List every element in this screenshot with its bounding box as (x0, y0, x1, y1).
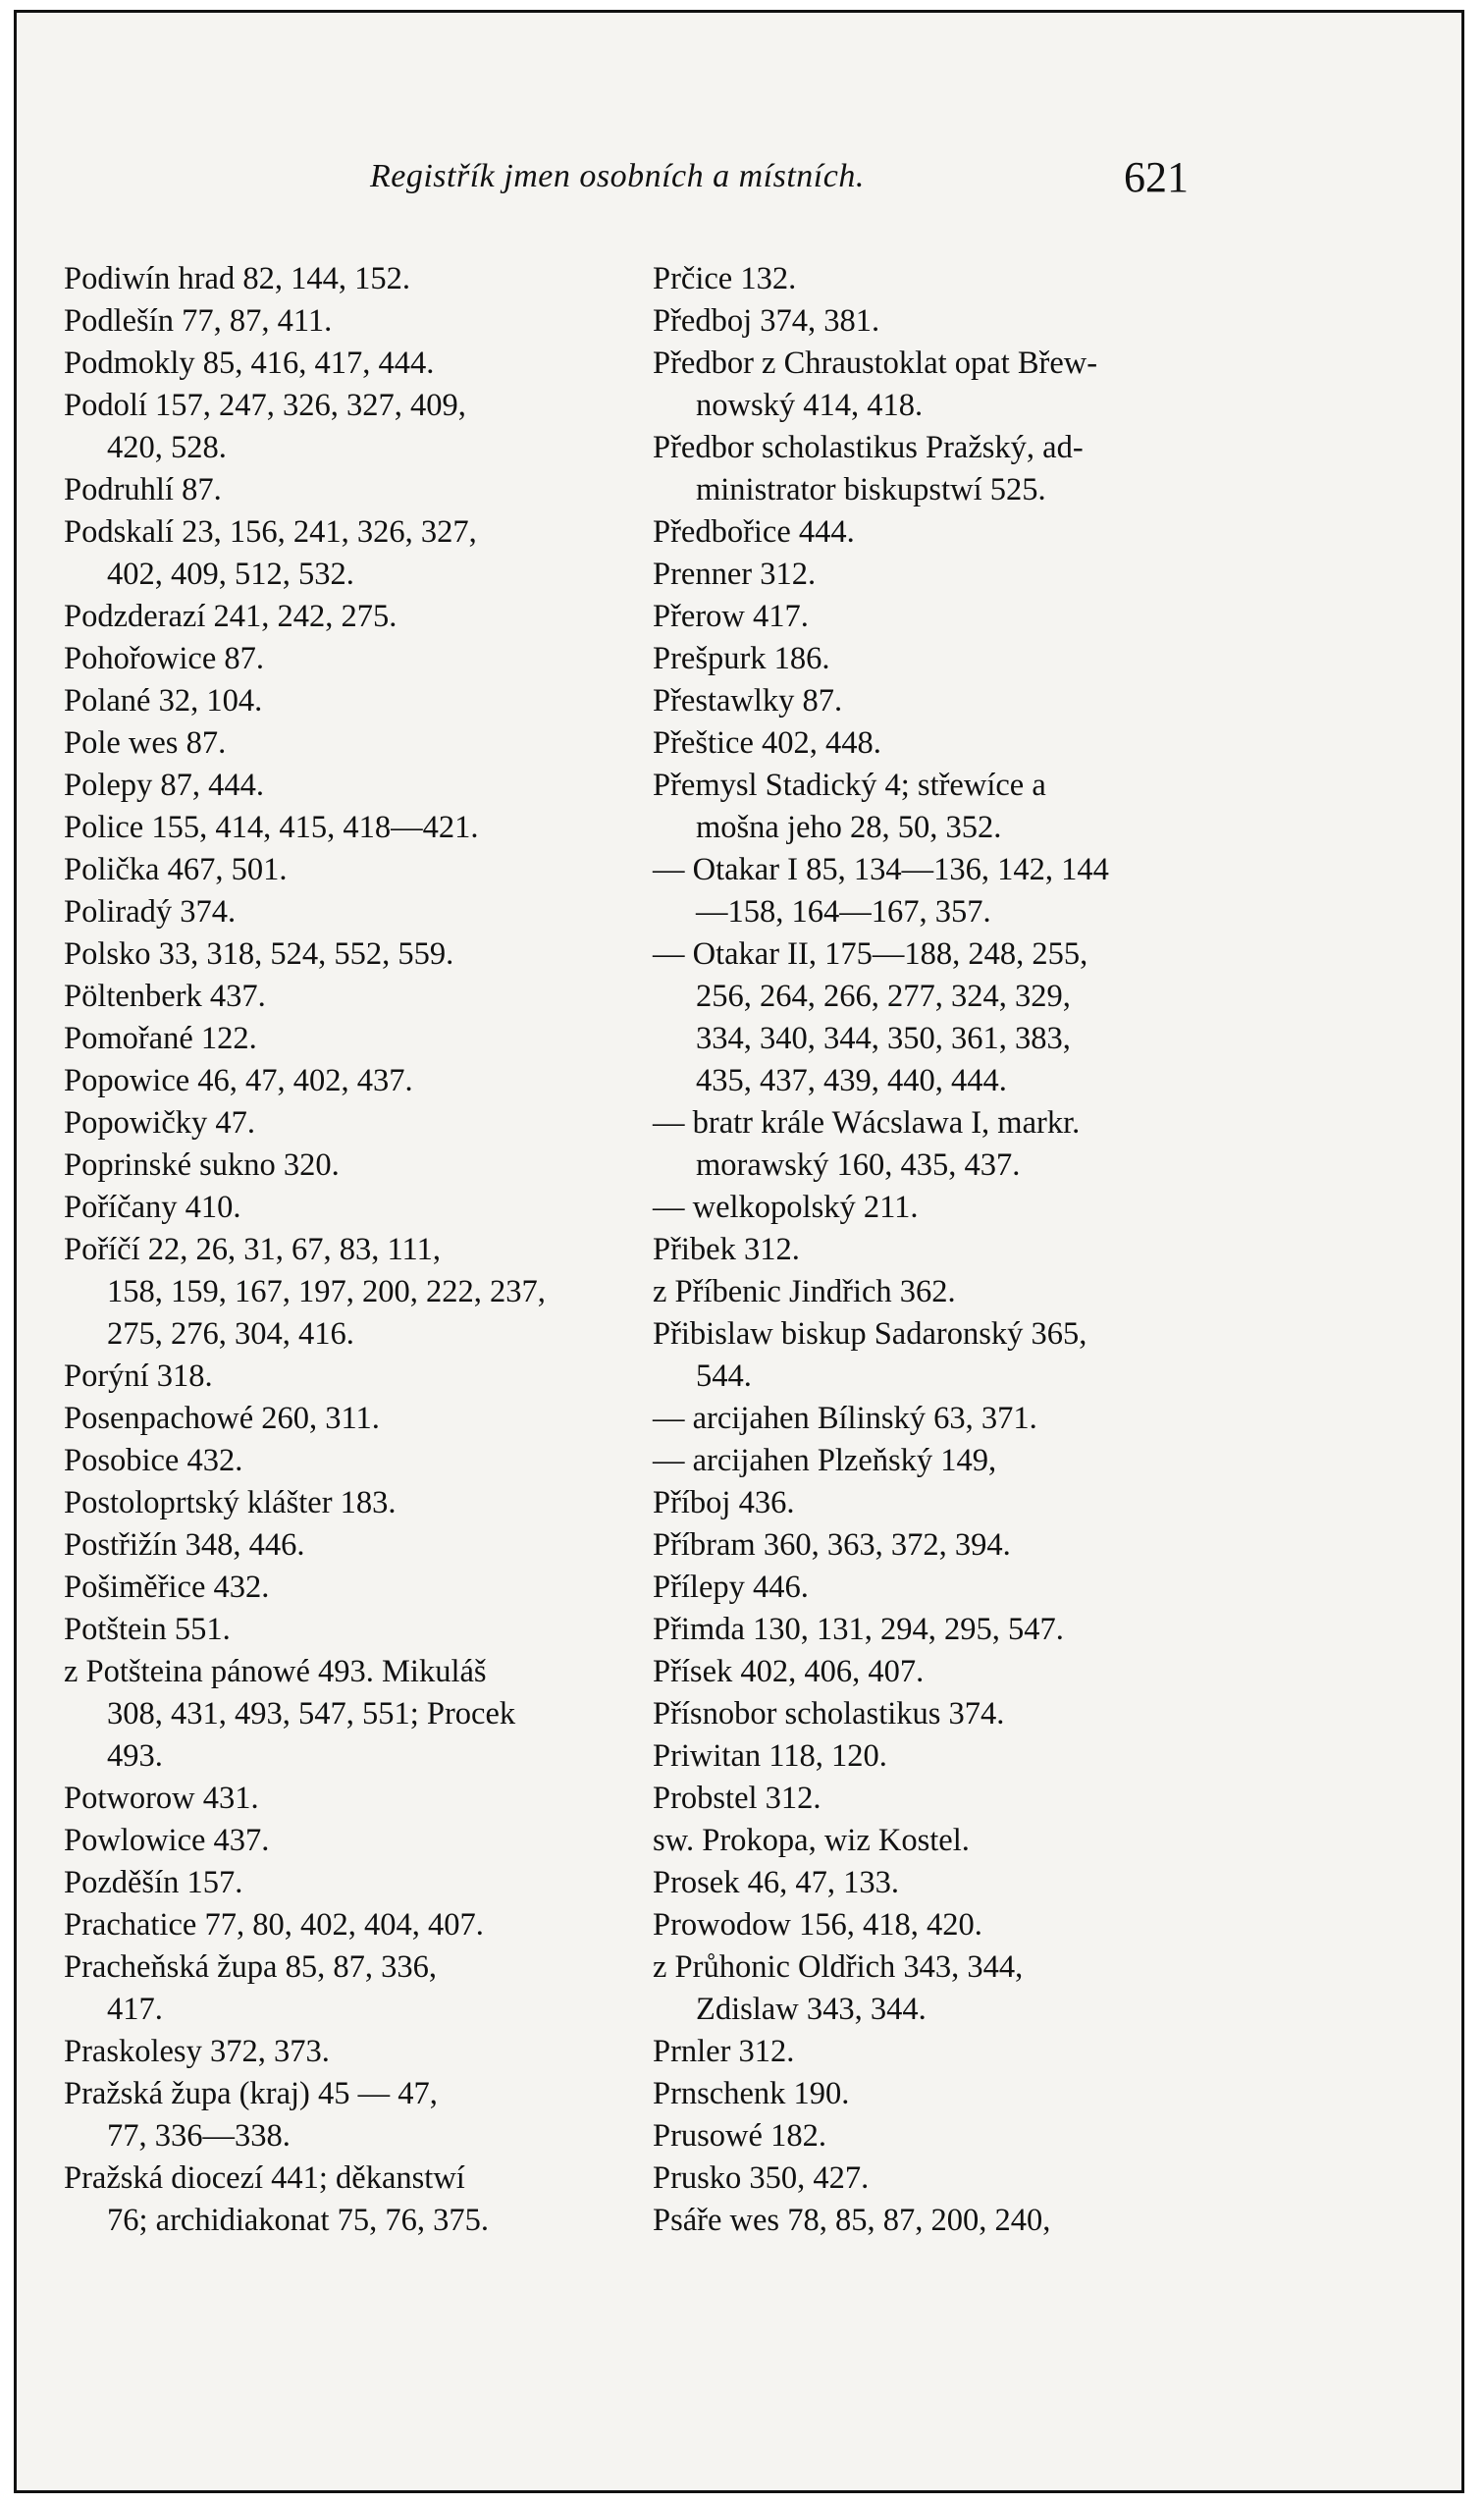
index-entry (653, 1820, 1222, 1862)
index-entry-line: z Příbenic Jindřich 362. (653, 1274, 956, 1309)
index-entry (653, 1313, 1222, 1398)
index-entry (64, 891, 653, 933)
index-entry-line: — welkopolský 211. (653, 1190, 919, 1225)
index-entry (653, 849, 1222, 933)
index-entry (64, 1018, 653, 1060)
index-entry (653, 1229, 1222, 1271)
index-entry (653, 1440, 1222, 1482)
index-entry-line: Polepy 87, 444. (64, 768, 265, 803)
index-entry-line: Pomořané 122. (64, 1021, 257, 1056)
index-entry-line: Prusowé 182. (653, 2118, 826, 2154)
index-entry-line: Posenpachowé 260, 311. (64, 1401, 380, 1436)
index-entry (64, 1651, 653, 1778)
index-entry-line: Podruhlí 87. (64, 472, 222, 507)
index-entry (653, 1904, 1222, 1946)
index-entry (653, 1735, 1222, 1778)
index-entry (653, 2158, 1222, 2200)
index-entry-line: Pole wes 87. (64, 725, 227, 761)
index-entry-line: Polsko 33, 318, 524, 552, 559. (64, 936, 454, 972)
index-entry-line: — Otakar I 85, 134—136, 142, 144 (653, 852, 1109, 887)
index-entry-line: mošna jeho 28, 50, 352. (696, 810, 1002, 845)
index-entry-line: nowský 414, 418. (696, 388, 924, 423)
index-entry-line: 544. (696, 1359, 752, 1394)
index-entry (64, 1524, 653, 1567)
index-entry-line: 417. (107, 1992, 163, 2027)
index-entry (64, 680, 653, 722)
index-entry-line: morawský 160, 435, 437. (696, 1147, 1021, 1183)
index-entry-line: Police 155, 414, 415, 418—421. (64, 810, 479, 845)
index-entry-line: Podskalí 23, 156, 241, 326, 327, (64, 514, 477, 550)
index-entry-line: 435, 437, 439, 440, 444. (696, 1063, 1007, 1098)
index-entry-line: Přeštice 402, 448. (653, 725, 881, 761)
index-entry-line: Poříčí 22, 26, 31, 67, 83, 111, (64, 1232, 441, 1267)
index-entry (653, 2115, 1222, 2158)
index-entry-line: Prosek 46, 47, 133. (653, 1865, 899, 1900)
index-entry (64, 1060, 653, 1102)
running-head: Registřík jmen osobních a místních. (370, 158, 865, 194)
index-entry-line: Prešpurk 186. (653, 641, 830, 676)
index-entry-line: — arcijahen Plzeňský 149, (653, 1443, 997, 1478)
index-entry-line: Přerow 417. (653, 599, 809, 634)
index-entry-line: Praskolesy 372, 373. (64, 2034, 330, 2069)
index-entry (64, 807, 653, 849)
index-entry (64, 1946, 653, 2031)
right-column (653, 258, 1222, 2242)
index-entry (64, 765, 653, 807)
index-entry (653, 1862, 1222, 1904)
index-entry-line: Powlowice 437. (64, 1823, 270, 1858)
index-entry-line: Podlešín 77, 87, 411. (64, 303, 333, 339)
index-entry (64, 596, 653, 638)
index-entry-line: Prenner 312. (653, 557, 817, 592)
index-entry-line: sw. Prokopa, wiz Kostel. (653, 1823, 970, 1858)
index-entry (653, 300, 1222, 343)
index-entry (653, 638, 1222, 680)
index-entry (64, 343, 653, 385)
index-entry (653, 554, 1222, 596)
index-entry (64, 1609, 653, 1651)
index-entry-line: 158, 159, 167, 197, 200, 222, 237, (107, 1274, 546, 1309)
index-page (14, 10, 1464, 2493)
index-entry (653, 1271, 1222, 1313)
index-entry (64, 1778, 653, 1820)
index-entry-line: Přílepy 446. (653, 1570, 809, 1605)
index-entry (64, 1482, 653, 1524)
index-entry-line: Zdislaw 343, 344. (696, 1992, 927, 2027)
index-entry (64, 1145, 653, 1187)
index-entry-line: Přibislaw biskup Sadaronský 365, (653, 1316, 1087, 1352)
index-entry-line: z Potšteina pánowé 493. Mikuláš (64, 1654, 487, 1689)
index-entry (653, 1524, 1222, 1567)
index-entry-line: Potštein 551. (64, 1612, 231, 1647)
index-entry-line: Pražská diocezí 441; děkanstwí (64, 2160, 465, 2196)
index-entry-line: 402, 409, 512, 532. (107, 557, 354, 592)
index-entry-line: Předbořice 444. (653, 514, 855, 550)
index-entry (653, 722, 1222, 765)
index-entry-line: Podolí 157, 247, 326, 327, 409, (64, 388, 466, 423)
index-entry (64, 638, 653, 680)
index-entry (653, 258, 1222, 300)
index-entry-line: Přestawlky 87. (653, 683, 843, 719)
index-entry-line: Přísek 402, 406, 407. (653, 1654, 925, 1689)
index-entry (653, 1946, 1222, 2031)
index-entry-line: Pozděšín 157. (64, 1865, 243, 1900)
index-entry-line: Prčice 132. (653, 261, 797, 296)
index-entry (653, 765, 1222, 849)
index-entry (64, 1904, 653, 1946)
index-entry (64, 1440, 653, 1482)
index-entry-line: ministrator biskupstwí 525. (696, 472, 1046, 507)
index-entry-line: Příboj 436. (653, 1485, 795, 1520)
index-entry (653, 2200, 1222, 2242)
index-entry-line: Postoloprtský klášter 183. (64, 1485, 397, 1520)
index-entry-line: 334, 340, 344, 350, 361, 383, (696, 1021, 1071, 1056)
index-entry (653, 1102, 1222, 1187)
index-entry-line: Podzderazí 241, 242, 275. (64, 599, 398, 634)
index-entry-line: 275, 276, 304, 416. (107, 1316, 354, 1352)
index-entry (64, 1862, 653, 1904)
index-entry (653, 1567, 1222, 1609)
index-entry (653, 1482, 1222, 1524)
index-entry (64, 1102, 653, 1145)
index-entry-line: Pöltenberk 437. (64, 979, 266, 1014)
index-entry-line: Poříčany 410. (64, 1190, 241, 1225)
index-entry-line: Prowodow 156, 418, 420. (653, 1907, 982, 1943)
index-entry-line: Poprinské sukno 320. (64, 1147, 340, 1183)
index-entry (64, 933, 653, 976)
index-entry (653, 427, 1222, 511)
index-entry-line: Postřižín 348, 446. (64, 1527, 305, 1563)
index-entry-line: Poliradý 374. (64, 894, 237, 930)
index-entry-line: 256, 264, 266, 277, 324, 329, (696, 979, 1071, 1014)
index-entry (64, 511, 653, 596)
index-entry-line: Potworow 431. (64, 1781, 259, 1816)
index-entry (653, 1693, 1222, 1735)
index-entry-line: 77, 336—338. (107, 2118, 291, 2154)
index-entry (653, 1398, 1222, 1440)
index-entry (653, 511, 1222, 554)
index-entry-line: Podmokly 85, 416, 417, 444. (64, 346, 435, 381)
index-entry (64, 2031, 653, 2073)
index-entry-line: Porýní 318. (64, 1359, 213, 1394)
index-entry (64, 1820, 653, 1862)
index-entry (64, 722, 653, 765)
index-entry (653, 933, 1222, 1102)
index-entry-line: Popowičky 47. (64, 1105, 255, 1141)
index-entry (64, 2158, 653, 2242)
index-entry (64, 385, 653, 469)
index-entry-line: Pohořowice 87. (64, 641, 264, 676)
index-entry-line: — Otakar II, 175—188, 248, 255, (653, 936, 1088, 972)
index-entry-line: Přísnobor scholastikus 374. (653, 1696, 1005, 1731)
index-entry-line: Pošiměřice 432. (64, 1570, 270, 1605)
index-entry-line: — arcijahen Bílinský 63, 371. (653, 1401, 1037, 1436)
index-entry (64, 1567, 653, 1609)
index-entry-line: Předboj 374, 381. (653, 303, 880, 339)
index-entry-line: Podiwín hrad 82, 144, 152. (64, 261, 410, 296)
index-entry-line: —158, 164—167, 357. (696, 894, 991, 930)
index-entry (653, 2073, 1222, 2115)
index-entry (64, 849, 653, 891)
index-entry (64, 1187, 653, 1229)
index-entry-line: Prnschenk 190. (653, 2076, 850, 2111)
index-entry (653, 680, 1222, 722)
index-entry (64, 1398, 653, 1440)
index-entry (653, 1778, 1222, 1820)
index-entry-line: Prachatice 77, 80, 402, 404, 407. (64, 1907, 484, 1943)
index-entry (653, 596, 1222, 638)
index-entry (653, 2031, 1222, 2073)
index-entry-line: Polané 32, 104. (64, 683, 263, 719)
index-entry-line: Přimda 130, 131, 294, 295, 547. (653, 1612, 1064, 1647)
index-entry (64, 1229, 653, 1356)
index-entry-line: Psáře wes 78, 85, 87, 200, 240, (653, 2203, 1051, 2238)
index-entry-line: Probstel 312. (653, 1781, 822, 1816)
index-entry-line: Posobice 432. (64, 1443, 243, 1478)
index-entry-line: Polička 467, 501. (64, 852, 288, 887)
index-entry (64, 2073, 653, 2158)
index-entry (64, 976, 653, 1018)
page-number: 621 (1124, 153, 1189, 201)
index-entry (64, 469, 653, 511)
index-entry-line: Priwitan 118, 120. (653, 1738, 887, 1774)
index-entry-line: — bratr krále Wácslawa I, markr. (653, 1105, 1081, 1141)
index-entry-line: Přibek 312. (653, 1232, 800, 1267)
left-column (64, 258, 653, 2242)
index-entry-line: 493. (107, 1738, 163, 1774)
index-entry-line: Prusko 350, 427. (653, 2160, 870, 2196)
index-entry (653, 1651, 1222, 1693)
index-entry-line: 76; archidiakonat 75, 76, 375. (107, 2203, 490, 2238)
index-entry (653, 1609, 1222, 1651)
index-entry (64, 1356, 653, 1398)
index-entry-line: Prnler 312. (653, 2034, 795, 2069)
index-entry-line: Příbram 360, 363, 372, 394. (653, 1527, 1011, 1563)
index-entry-line: Popowice 46, 47, 402, 437. (64, 1063, 413, 1098)
index-entry-line: Předbor z Chraustoklat opat Břew- (653, 346, 1098, 381)
index-entry (64, 300, 653, 343)
index-entry (653, 1187, 1222, 1229)
index-entry-line: Pracheňská župa 85, 87, 336, (64, 1949, 437, 1985)
index-entry-line: 420, 528. (107, 430, 227, 465)
index-entry-line: Přemysl Stadický 4; střewíce a (653, 768, 1046, 803)
index-entry (64, 258, 653, 300)
index-entry-line: 308, 431, 493, 547, 551; Procek (107, 1696, 516, 1731)
index-entry-line: Pražská župa (kraj) 45 — 47, (64, 2076, 438, 2111)
index-entry-line: Předbor scholastikus Pražský, ad- (653, 430, 1084, 465)
index-entry (653, 343, 1222, 427)
index-entry-line: z Průhonic Oldřich 343, 344, (653, 1949, 1024, 1985)
